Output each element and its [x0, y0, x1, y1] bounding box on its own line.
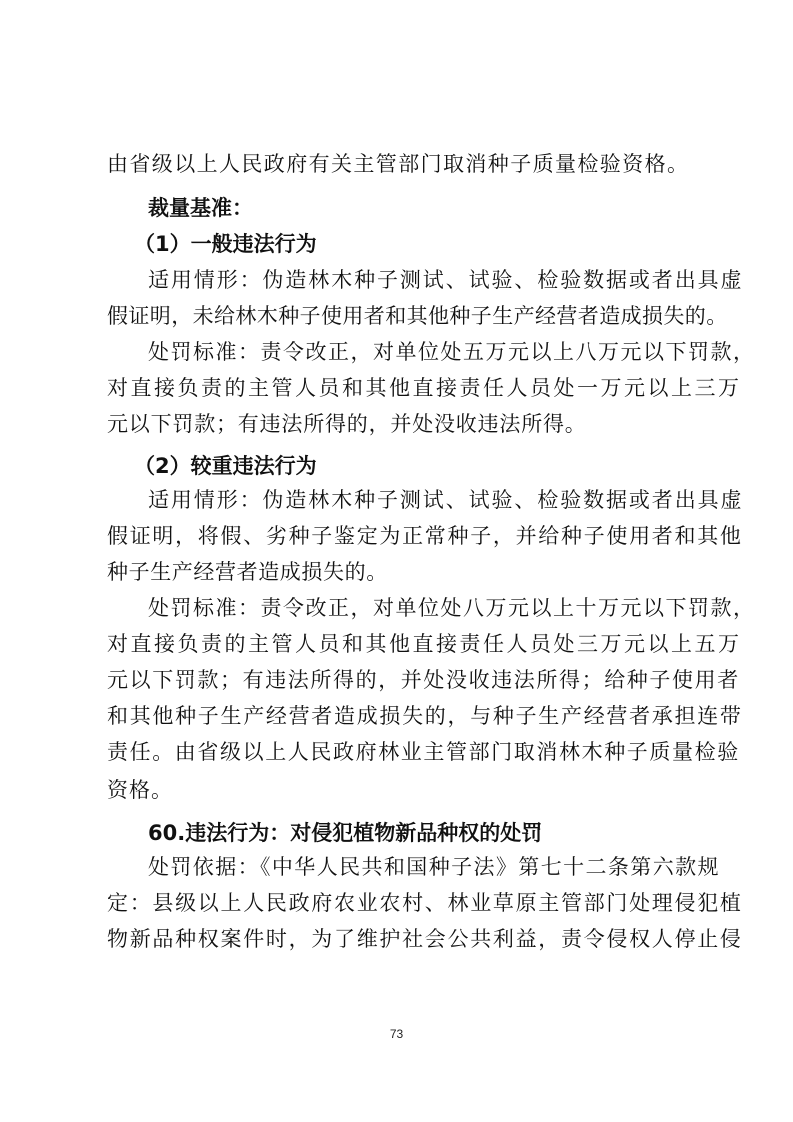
body-text-line: 处罚依据：《中华人民共和国种子法》第七十二条第六款规 — [148, 855, 720, 879]
body-text-line: 责任。由省级以上人民政府林业主管部门取消林木种子质量检验 — [107, 740, 740, 764]
body-text-line: 和其他种子生产经营者造成损失的，与种子生产经营者承担连带 — [107, 704, 743, 728]
page-number: 73 — [389, 1027, 404, 1041]
body-text-line: 对直接负责的主管人员和其他直接责任人员处一万元以上三万 — [107, 376, 742, 400]
body-text-line: 种子生产经营者造成损失的。 — [107, 560, 388, 584]
body-text-line: 元以下罚款；有违法所得的，并处没收违法所得。 — [107, 412, 587, 436]
body-text-line: 处罚标准：责令改正，对单位处八万元以上十万元以下罚款， — [148, 596, 756, 620]
body-text-line: 元以下罚款；有违法所得的，并处没收违法所得；给种子使用者 — [107, 668, 740, 692]
body-text-line: 定：县级以上人民政府农业农村、林业草原主管部门处理侵犯植 — [107, 891, 743, 915]
body-text-line: 假证明，未给林木种子使用者和其他种子生产经营者造成损失的。 — [107, 304, 728, 328]
body-text-line: 适用情形：伪造林木种子测试、试验、检验数据或者出具虚 — [148, 488, 744, 512]
body-text-line: 对直接负责的主管人员和其他直接责任人员处三万元以上五万 — [107, 632, 742, 656]
subsection-heading: （2）较重违法行为 — [134, 454, 317, 478]
body-text-line: 由省级以上人民政府有关主管部门取消种子质量检验资格。 — [107, 152, 690, 176]
section-heading: 裁量基准： — [148, 196, 253, 220]
body-text-line: 适用情形：伪造林木种子测试、试验、检验数据或者出具虚 — [148, 268, 744, 292]
article-heading: 60.违法行为：对侵犯植物新品种权的处罚 — [148, 821, 543, 845]
body-text-line: 物新品种权案件时，为了维护社会公共利益，责令侵权人停止侵 — [107, 927, 743, 951]
body-text-line: 假证明，将假、劣种子鉴定为正常种子，并给种子使用者和其他 — [107, 524, 743, 548]
body-text-line: 处罚标准：责令改正，对单位处五万元以上八万元以下罚款， — [148, 340, 756, 364]
body-text-line: 资格。 — [107, 778, 173, 802]
subsection-heading: （1）一般违法行为 — [134, 232, 317, 256]
